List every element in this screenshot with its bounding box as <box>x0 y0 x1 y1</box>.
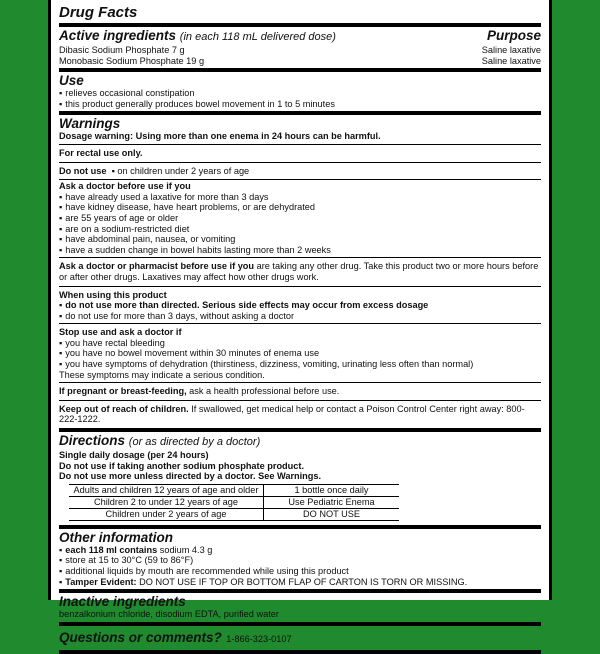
other-information-heading: Other information <box>59 529 173 545</box>
list-item: ▪ you have rectal bleeding <box>59 338 541 349</box>
list-item: ▪ additional liquids by mouth are recommended while using this product <box>59 566 541 577</box>
list-item: ▪ store at 15 to 30°C (59 to 86°F) <box>59 555 541 566</box>
warnings-section <box>59 115 541 144</box>
table-row: Children under 2 years of age DO NOT USE <box>69 508 399 520</box>
ask-doctor-section: Ask a doctor before use if you ▪ have already used a laxative for more than 3 days ▪ have kidney disease, have heart problems, or are dehydrated ▪ are 55 years of age or older ▪ are on a sodium-restricted diet ▪ have abdominal pain, nausea, or vomiting ▪ have a sudden change in bowel habits lasting more than 2 weeks <box>59 180 541 257</box>
list-item: ▪ each 118 ml contains sodium 4.3 g <box>59 545 541 556</box>
warnings-heading: Warnings <box>59 116 121 132</box>
directions-subheading: (or as directed by a doctor) <box>128 436 261 449</box>
directions-section: Directions (or as directed by a doctor) Single daily dosage (per 24 hours) Do not use if taking another sodium phosphate product. Do not use more unless directed by a doctor. See Warnings. Adults and children 12 years of age and older 1 bottle once daily Children 2 to under 12 years of age Use Pediatric Enema Children under 2 years of age DO NOT USE <box>59 432 541 525</box>
list-item: ▪ are 55 years of age or older <box>59 213 541 224</box>
other-information-section <box>59 529 541 589</box>
table-row: Adults and children 12 years of age and older 1 bottle once daily <box>69 484 399 496</box>
do-not-use-section: Do not use ▪ on children under 2 years of age <box>59 165 250 176</box>
keep-out-of-reach: Keep out of reach of children. If swallowed, get medical help or contact a Poison Control Center right away: 800-222-1222. <box>59 403 525 425</box>
pregnancy-warning: If pregnant or breast-feeding, ask a health professional before use. <box>59 386 340 397</box>
rectal-use-note: For rectal use only. <box>59 147 143 158</box>
drug-facts-title: Drug Facts <box>59 4 138 21</box>
inactive-ingredients-text: benzalkonium chloride, disodium EDTA, purified water <box>59 609 279 620</box>
list-item: ▪ Tamper Evident: DO NOT USE IF TOP OR BOTTOM FLAP OF CARTON IS TORN OR MISSING. <box>59 577 541 588</box>
active-ingredient-row: Dibasic Sodium Phosphate 7 g Saline laxative <box>59 45 541 55</box>
active-ingredients-section <box>59 27 541 68</box>
ask-pharmacist-section: Ask a doctor or pharmacist before use if you are taking any other drug. Take this product two or more hours before or after other drugs. Laxatives may affect how other drugs work. <box>59 261 539 282</box>
list-item: ▪ on children under 2 years of age <box>111 165 250 176</box>
use-section <box>59 72 541 111</box>
list-item: ▪ do not use for more than 3 days, without asking a doctor <box>59 311 541 322</box>
dosage-table <box>69 484 399 521</box>
list-item: ▪ have kidney disease, have heart problems, or are dehydrated <box>59 202 541 213</box>
when-using-section: When using this product ▪ do not use more than directed. Serious side effects may occur from excess dosage ▪ do not use for more than 3 days, without asking a doctor <box>59 287 541 324</box>
list-item: ▪ have already used a laxative for more than 3 days <box>59 192 541 203</box>
use-heading: Use <box>59 73 84 89</box>
list-item: ▪ have a sudden change in bowel habits lasting more than 2 weeks <box>59 245 541 256</box>
list-item: ▪ do not use more than directed. Serious side effects may occur from excess dosage <box>59 300 541 311</box>
list-item: ▪ you have symptoms of dehydration (thirstiness, dizziness, vomiting, urinating less often than normal) <box>59 359 541 370</box>
purpose-heading: Purpose <box>486 28 541 43</box>
active-ingredients-heading: Active ingredients (in each 118 mL delivered dose) <box>59 28 336 43</box>
active-ingredient-row: Monobasic Sodium Phosphate 19 g Saline laxative <box>59 55 541 66</box>
list-item: ▪ this product generally produces bowel movement in 1 to 5 minutes <box>59 99 541 110</box>
directions-heading: Directions (or as directed by a doctor) <box>59 433 261 449</box>
divider <box>59 650 541 654</box>
inactive-ingredients-heading: Inactive ingredients <box>59 594 186 610</box>
list-item: ▪ you have no bowel movement within 30 minutes of enema use <box>59 348 541 359</box>
list-item: ▪ relieves occasional constipation <box>59 88 541 99</box>
stop-use-section: Stop use and ask a doctor if ▪ you have rectal bleeding ▪ you have no bowel movement within 30 minutes of enema use ▪ you have symptoms of dehydration (thirstiness, dizziness, vomiting, urinating less often than normal) These symptoms may indicate a serious condition. <box>59 324 541 382</box>
active-ingredients-subheading: (in each 118 mL delivered dose) <box>179 31 336 43</box>
phone-number: 1-866-323-0107 <box>226 633 292 644</box>
list-item: ▪ have abdominal pain, nausea, or vomiting <box>59 234 541 245</box>
table-row: Children 2 to under 12 years of age Use Pediatric Enema <box>69 496 399 508</box>
questions-heading: Questions or comments? <box>59 629 222 645</box>
stop-use-note: These symptoms may indicate a serious condition. <box>59 369 265 380</box>
questions-section <box>59 626 541 650</box>
list-item: ▪ are on a sodium-restricted diet <box>59 224 541 235</box>
inactive-ingredients-section <box>59 593 541 622</box>
dosage-warning: Dosage warning: Using more than one enema in 24 hours can be harmful. <box>59 131 381 142</box>
drug-facts-panel <box>48 0 552 645</box>
